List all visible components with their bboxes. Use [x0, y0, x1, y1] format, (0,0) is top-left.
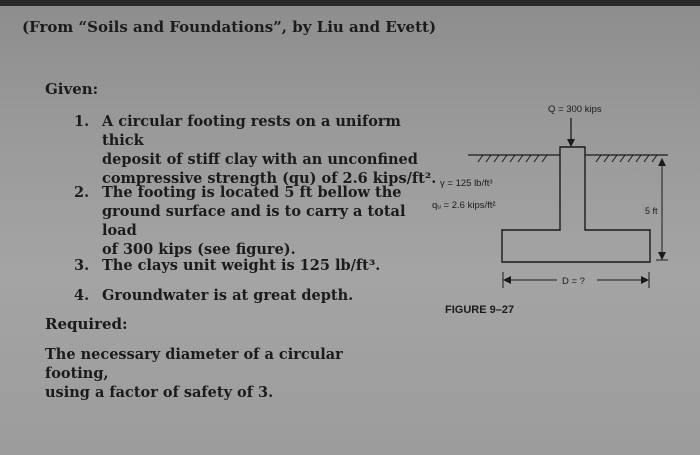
diameter-arrow-right — [641, 276, 649, 284]
load-label: Q = 300 kips — [548, 104, 602, 115]
diameter-label: D = ? — [562, 276, 585, 287]
diameter-arrow-left — [503, 276, 511, 284]
item-number: 1. — [74, 113, 90, 130]
required-line: using a factor of safety of 3. — [45, 384, 274, 401]
item-line: ground surface and is to carry a total load — [102, 203, 406, 239]
source-citation: (From “Soils and Foundations”, by Liu and Evett) — [22, 18, 437, 36]
depth-arrow-top — [658, 158, 666, 166]
given-heading: Given: — [45, 80, 99, 98]
required-line: The necessary diameter of a circular footing, — [45, 346, 343, 382]
item-line: The clays unit weight is 125 lb/ft³. — [102, 257, 381, 274]
item-line: of 300 kips (see figure). — [102, 241, 296, 258]
unconfined-strength-label: qᵤ = 2.6 kips/ft² — [432, 200, 496, 211]
item-line: Groundwater is at great depth. — [102, 287, 354, 304]
load-arrow-head — [567, 139, 575, 147]
item-line: A circular footing rests on a uniform thick — [102, 113, 401, 149]
footing-outline — [502, 147, 650, 262]
item-line: The footing is located 5 ft bellow the — [102, 184, 402, 201]
depth-label: 5 ft — [645, 206, 658, 216]
item-number: 2. — [74, 184, 90, 201]
item-number: 3. — [74, 257, 90, 274]
unit-weight-label: γ = 125 lb/ft³ — [440, 178, 493, 189]
required-heading: Required: — [45, 315, 128, 333]
depth-arrow-bottom — [658, 252, 666, 260]
figure-caption: FIGURE 9–27 — [445, 304, 515, 316]
ground-hatch-right — [596, 155, 657, 162]
item-line: compressive strength (qu) of 2.6 kips/ft². — [102, 170, 437, 187]
ground-hatch-left — [478, 155, 547, 162]
item-number: 4. — [74, 287, 90, 304]
item-line: deposit of stiff clay with an unconfined — [102, 151, 418, 168]
